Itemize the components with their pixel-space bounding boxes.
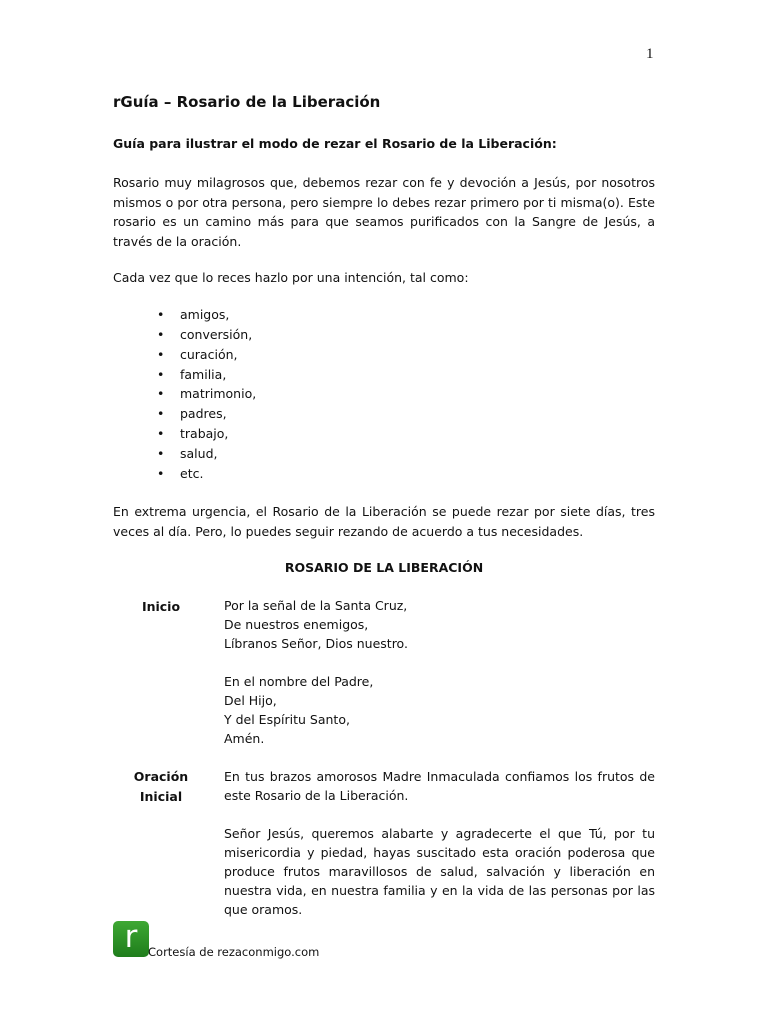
verse-line: Líbranos Señor, Dios nuestro. bbox=[224, 636, 408, 652]
intention-text: conversión, bbox=[180, 326, 253, 342]
bullet-icon: • bbox=[157, 406, 165, 422]
list-item bbox=[157, 464, 256, 484]
section-title: ROSARIO DE LA LIBERACIÓN bbox=[284, 560, 484, 575]
intention-lead: Cada vez que lo reces hazlo por una intención, tal como: bbox=[113, 270, 469, 285]
bullet-icon: • bbox=[157, 307, 165, 322]
oracion-inicial-prayer bbox=[224, 767, 655, 919]
intention-text: matrimonio, bbox=[180, 386, 257, 402]
intention-text: padres, bbox=[180, 406, 227, 422]
list-item bbox=[157, 305, 256, 325]
list-item bbox=[157, 444, 256, 464]
intention-text: curación, bbox=[180, 346, 238, 362]
intro-paragraph: Rosario muy milagrosos que, debemos rezar con fe y devoción a Jesús, por nosotros mismos o por otra persona, pero siempre lo debes rezar primero por ti misma(o). Este rosario es un camino más para que seamos purificados con la Sangre de Jesús, a través de la oración. bbox=[113, 175, 655, 249]
intention-text: etc. bbox=[180, 465, 204, 481]
intention-text: familia, bbox=[180, 366, 227, 382]
rezaconmigo-logo bbox=[113, 918, 149, 957]
verse-line: Por la señal de la Santa Cruz, bbox=[224, 598, 408, 613]
list-item bbox=[157, 404, 256, 424]
list-item bbox=[157, 365, 256, 385]
intention-text: trabajo, bbox=[180, 426, 229, 442]
label-line: Oración bbox=[133, 769, 189, 784]
list-item bbox=[157, 345, 256, 365]
inicio-label: Inicio bbox=[141, 599, 181, 614]
bullet-icon: • bbox=[157, 426, 165, 442]
guide-heading: Guía para ilustrar el modo de rezar el Rosario de la Liberación: bbox=[113, 136, 557, 151]
logo-letter: r bbox=[124, 918, 138, 955]
label-line: Inicial bbox=[139, 788, 183, 804]
bullet-icon: • bbox=[157, 465, 165, 481]
verse-line: En el nombre del Padre, bbox=[224, 673, 374, 689]
prayer-paragraph: En tus brazos amorosos Madre Inmaculada confiamos los frutos de este Rosario de la Liberación. bbox=[224, 769, 655, 804]
oracion-inicial-label bbox=[118, 767, 204, 806]
inicio-prayer bbox=[224, 596, 655, 748]
verse-line: Del Hijo, bbox=[224, 692, 277, 708]
urgency-paragraph: En extrema urgencia, el Rosario de la Liberación se puede rezar por siete días, tres veces al día. Pero, lo puedes seguir rezando de acuerdo a tus necesidades. bbox=[113, 504, 655, 539]
list-item bbox=[157, 384, 256, 404]
page-number: 1 bbox=[646, 46, 654, 62]
intentions-list bbox=[157, 305, 256, 484]
bullet-icon: • bbox=[157, 386, 165, 402]
sign-of-cross-verse bbox=[224, 596, 655, 653]
intention-text: salud, bbox=[180, 445, 218, 461]
verse-line: De nuestros enemigos, bbox=[224, 617, 369, 633]
bullet-icon: • bbox=[157, 445, 165, 461]
list-item bbox=[157, 424, 256, 444]
verse-line: Y del Espíritu Santo, bbox=[224, 711, 350, 727]
verse-line: Amén. bbox=[224, 731, 265, 747]
footer-courtesy: Cortesía de rezaconmigo.com bbox=[148, 945, 320, 959]
bullet-icon: • bbox=[157, 366, 165, 382]
list-item bbox=[157, 325, 256, 345]
bullet-icon: • bbox=[157, 346, 165, 362]
trinity-verse bbox=[224, 672, 655, 748]
bullet-icon: • bbox=[157, 326, 165, 342]
document-title: rGuía – Rosario de la Liberación bbox=[113, 93, 381, 111]
prayer-paragraph: Señor Jesús, queremos alabarte y agradecerte el que Tú, por tu misericordia y piedad, hayas suscitado esta oración poderosa que produce frutos maravillosos de salud, salvación y liberación en nuestra vida, en nuestra familia y en la vida de las personas por las que oramos. bbox=[224, 825, 655, 918]
intention-text: amigos, bbox=[180, 307, 230, 322]
